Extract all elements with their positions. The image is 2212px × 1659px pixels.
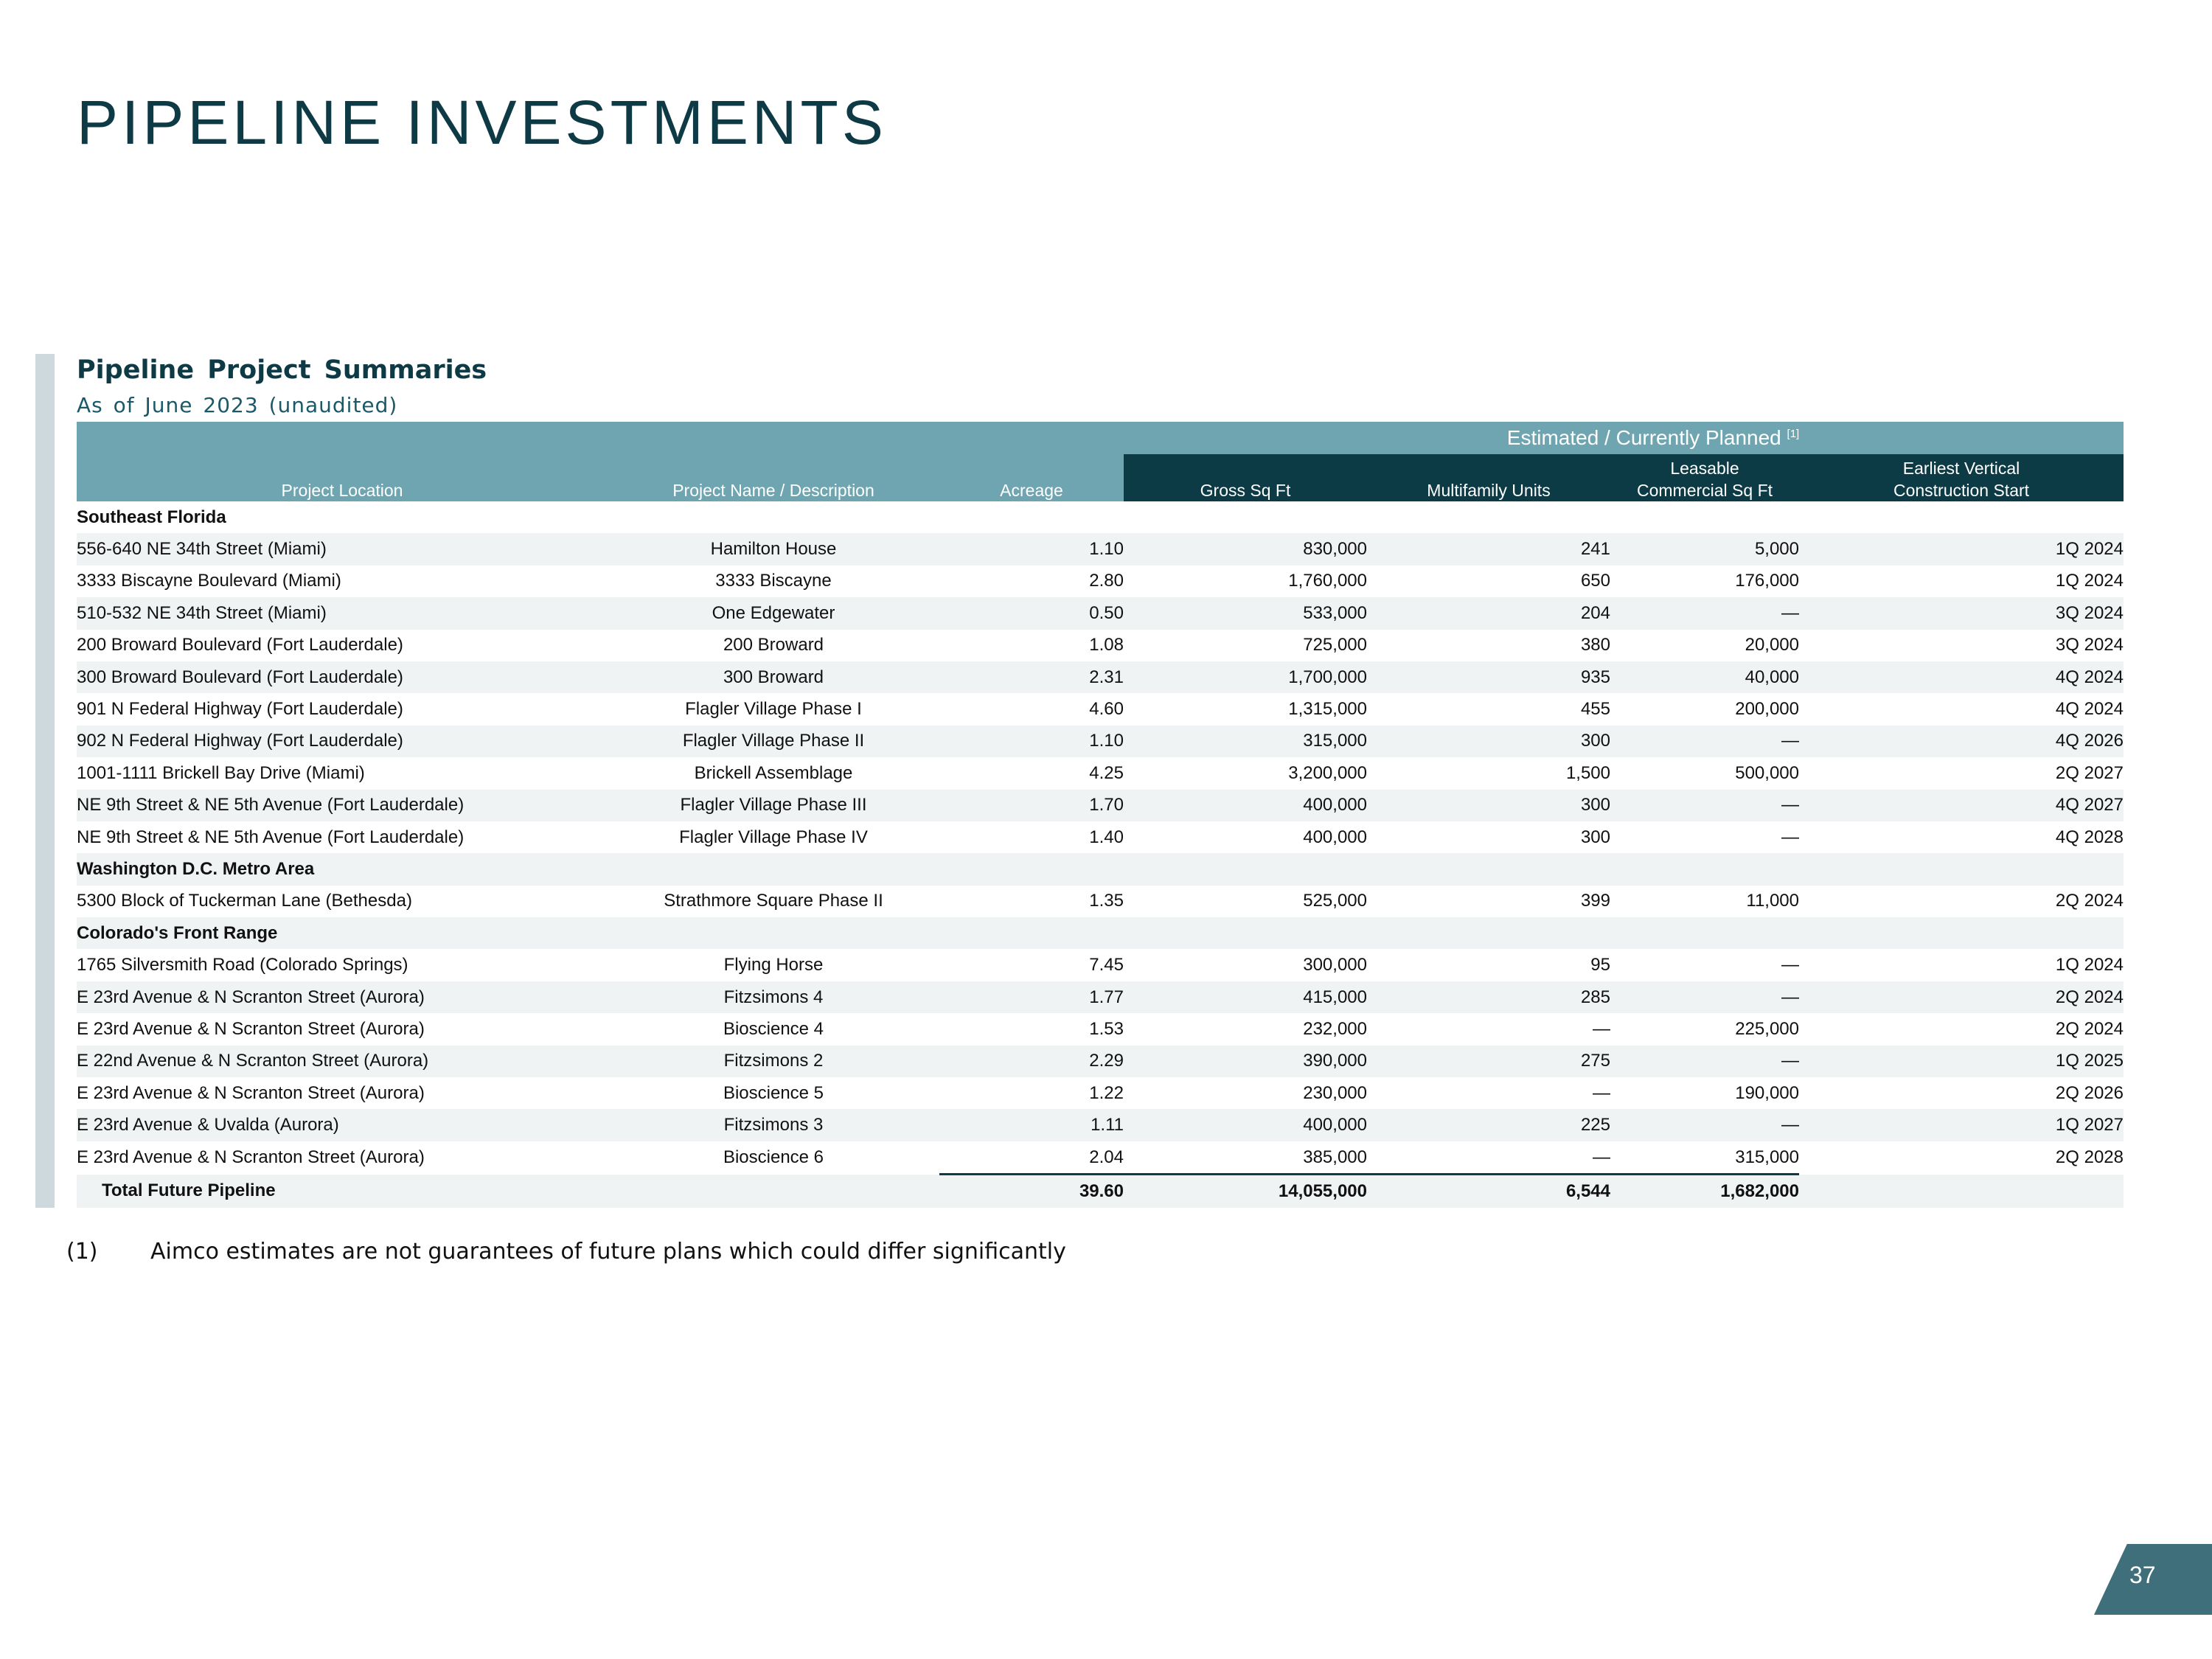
cell-units: —	[1593, 1147, 1610, 1167]
cell-name: Bioscience 5	[723, 1082, 824, 1103]
cell-acreage: 7.45	[1089, 955, 1124, 975]
estimated-header-label: Estimated / Currently Planned	[1506, 426, 1781, 449]
table-row	[77, 1109, 2124, 1141]
cell-acreage: 4.60	[1089, 699, 1124, 720]
cell-units: 650	[1580, 571, 1610, 591]
cell-gross-sq-ft: 525,000	[1303, 891, 1367, 911]
cell-commercial: 5,000	[1610, 533, 1799, 565]
table-row	[77, 693, 2124, 725]
cell-location: 300 Broward Boulevard (Fort Lauderdale)	[77, 661, 608, 693]
cell-units: 300	[1367, 790, 1610, 821]
cell-units: 225	[1367, 1109, 1610, 1141]
cell-start: 3Q 2024	[2055, 635, 2124, 655]
cell-units: 204	[1367, 597, 1610, 629]
cell-name: 300 Broward	[608, 661, 939, 693]
cell-name: Brickell Assemblage	[694, 762, 853, 783]
cell-acreage: 1.11	[939, 1109, 1124, 1141]
footnote-text: Aimco estimates are not guarantees of future plans which could differ significantly	[150, 1239, 1066, 1265]
cell-gross-sq-ft: 385,000	[1303, 1147, 1367, 1167]
cell-name: Fitzsimons 4	[608, 981, 939, 1013]
pipeline-table	[77, 422, 2124, 1208]
cell-name: Flying Horse	[723, 955, 824, 975]
table-row	[77, 790, 2124, 821]
page-number: 37	[2129, 1562, 2156, 1588]
cell-units: 1,500	[1565, 762, 1610, 783]
group-name: Southeast Florida	[77, 507, 226, 527]
cell-start: 4Q 2027	[1799, 790, 2124, 821]
cell-gross-sq-ft: 300,000	[1303, 955, 1367, 975]
table-row	[77, 981, 2124, 1013]
cell-start: 1Q 2025	[1799, 1046, 2124, 1077]
cell-location: E 23rd Avenue & N Scranton Street (Aurora)	[77, 1018, 425, 1039]
cell-acreage: 1.70	[939, 790, 1124, 821]
cell-commercial: 176,000	[1735, 571, 1799, 591]
cell-units: 285	[1367, 981, 1610, 1013]
col-header-gross-sq-ft: Gross Sq Ft	[1124, 454, 1367, 501]
table-row	[77, 757, 2124, 789]
cell-gross-sq-ft: 725,000	[1303, 635, 1367, 655]
cell-acreage: 4.25	[1089, 762, 1124, 783]
side-accent-bar	[35, 354, 55, 1208]
cell-acreage: 1.35	[1089, 891, 1124, 911]
estimated-header-note: [1]	[1787, 428, 1800, 440]
table-column-header-row	[77, 454, 2124, 501]
cell-location: E 22nd Avenue & N Scranton Street (Aurora)	[77, 1046, 608, 1077]
table-row	[77, 1077, 2124, 1109]
cell-name: Flagler Village Phase IV	[679, 827, 868, 847]
total-commercial: 1,682,000	[1610, 1175, 1799, 1208]
table-row	[77, 1046, 2124, 1077]
cell-commercial: 20,000	[1745, 635, 1799, 655]
cell-start: 1Q 2027	[1799, 1109, 2124, 1141]
cell-location: E 23rd Avenue & N Scranton Street (Aurora)	[77, 1147, 425, 1168]
cell-name: Hamilton House	[608, 533, 939, 565]
total-gross-sq-ft: 14,055,000	[1124, 1175, 1367, 1208]
cell-units: 455	[1580, 699, 1610, 720]
cell-name: Strathmore Square Phase II	[664, 891, 883, 911]
table-row	[77, 1141, 2124, 1175]
cell-location: E 23rd Avenue & N Scranton Street (Aurora)	[77, 1082, 425, 1103]
table-group-row	[77, 917, 2124, 949]
cell-commercial: —	[1610, 597, 1799, 629]
table-total-row	[77, 1175, 2124, 1208]
cell-gross-sq-ft: 533,000	[1124, 597, 1367, 629]
cell-location: E 23rd Avenue & N Scranton Street (Aurora)	[77, 981, 608, 1013]
cell-gross-sq-ft: 3,200,000	[1288, 762, 1367, 783]
col-header-name: Project Name / Description	[608, 454, 939, 501]
cell-location: E 23rd Avenue & Uvalda (Aurora)	[77, 1109, 608, 1141]
cell-start: 3Q 2024	[1799, 597, 2124, 629]
cell-start: 1Q 2024	[1799, 533, 2124, 565]
section-subtitle: As of June 2023 (unaudited)	[77, 393, 398, 417]
cell-start: 4Q 2028	[2055, 827, 2124, 847]
cell-location: 1765 Silversmith Road (Colorado Springs)	[77, 955, 408, 975]
cell-gross-sq-ft: 1,760,000	[1288, 571, 1367, 591]
table-row	[77, 726, 2124, 757]
cell-commercial: —	[1781, 955, 1799, 975]
cell-start: 2Q 2026	[2055, 1082, 2124, 1103]
cell-location: 510-532 NE 34th Street (Miami)	[77, 597, 608, 629]
table-group-row	[77, 853, 2124, 885]
cell-gross-sq-ft: 400,000	[1303, 827, 1367, 847]
table-row	[77, 886, 2124, 917]
col-header-start	[1799, 454, 2124, 501]
total-acreage: 39.60	[939, 1175, 1124, 1208]
cell-name: Bioscience 6	[723, 1147, 824, 1168]
cell-units: 380	[1580, 635, 1610, 655]
cell-start: 2Q 2027	[2055, 762, 2124, 783]
cell-commercial: 225,000	[1735, 1018, 1799, 1039]
cell-commercial: —	[1610, 1109, 1799, 1141]
cell-acreage: 2.31	[939, 661, 1124, 693]
cell-name: Flagler Village Phase II	[608, 726, 939, 757]
cell-start: 2Q 2028	[2055, 1147, 2124, 1168]
cell-gross-sq-ft: 415,000	[1124, 981, 1367, 1013]
cell-acreage: 0.50	[939, 597, 1124, 629]
cell-gross-sq-ft: 1,315,000	[1288, 699, 1367, 720]
section-title: Pipeline Project Summaries	[77, 355, 487, 385]
cell-location: NE 9th Street & NE 5th Avenue (Fort Lauderdale)	[77, 827, 465, 847]
cell-start: 1Q 2024	[2055, 955, 2124, 975]
cell-acreage: 2.80	[1089, 571, 1124, 591]
cell-location: 200 Broward Boulevard (Fort Lauderdale)	[77, 635, 403, 655]
cell-gross-sq-ft: 390,000	[1124, 1046, 1367, 1077]
total-units: 6,544	[1367, 1175, 1610, 1208]
cell-acreage: 2.29	[939, 1046, 1124, 1077]
cell-name: Bioscience 4	[723, 1018, 824, 1039]
cell-units: 241	[1367, 533, 1610, 565]
estimated-header	[1124, 422, 2124, 454]
cell-gross-sq-ft: 232,000	[1303, 1018, 1367, 1039]
cell-name: Flagler Village Phase III	[608, 790, 939, 821]
cell-commercial: 190,000	[1735, 1082, 1799, 1103]
cell-acreage: 1.10	[939, 726, 1124, 757]
table-row	[77, 949, 2124, 981]
cell-commercial: 315,000	[1735, 1147, 1799, 1167]
cell-commercial: —	[1610, 981, 1799, 1013]
cell-units: —	[1593, 1018, 1610, 1039]
cell-units: 399	[1580, 891, 1610, 911]
group-name: Colorado's Front Range	[77, 917, 2124, 949]
cell-location: 1001-1111 Brickell Bay Drive (Miami)	[77, 762, 365, 783]
cell-acreage: 1.22	[1089, 1082, 1124, 1103]
cell-start: 2Q 2024	[1799, 981, 2124, 1013]
cell-units: 935	[1367, 661, 1610, 693]
cell-name: Flagler Village Phase I	[685, 699, 862, 720]
cell-commercial: 40,000	[1610, 661, 1799, 693]
cell-acreage: 1.53	[1089, 1018, 1124, 1039]
table-row	[77, 661, 2124, 693]
cell-gross-sq-ft: 1,700,000	[1124, 661, 1367, 693]
cell-location: 3333 Biscayne Boulevard (Miami)	[77, 571, 341, 591]
table-row	[77, 821, 2124, 853]
table-row	[77, 566, 2124, 597]
cell-location: 5300 Block of Tuckerman Lane (Bethesda)	[77, 891, 412, 911]
cell-gross-sq-ft: 315,000	[1124, 726, 1367, 757]
cell-commercial: 11,000	[1746, 891, 1799, 911]
table-row	[77, 1013, 2124, 1045]
col-header-start-line2: Construction Start	[1893, 481, 2030, 500]
cell-start: 4Q 2024	[1799, 661, 2124, 693]
cell-commercial: 500,000	[1735, 762, 1799, 783]
cell-start: 2Q 2024	[2055, 891, 2124, 911]
table-group-row	[77, 501, 2124, 533]
cell-name: One Edgewater	[608, 597, 939, 629]
cell-acreage: 2.04	[1089, 1147, 1124, 1167]
col-header-commercial-line1: Leasable	[1670, 459, 1739, 478]
cell-gross-sq-ft: 400,000	[1124, 790, 1367, 821]
cell-commercial: —	[1781, 827, 1799, 847]
cell-units: 300	[1367, 726, 1610, 757]
table-group-header-row	[77, 422, 2124, 454]
cell-name: 3333 Biscayne	[715, 571, 832, 591]
table-row	[77, 533, 2124, 565]
cell-units: 95	[1590, 955, 1610, 975]
cell-name: 200 Broward	[723, 635, 824, 655]
col-header-commercial-line2: Commercial Sq Ft	[1636, 481, 1773, 500]
cell-commercial: 200,000	[1735, 699, 1799, 720]
cell-location: 902 N Federal Highway (Fort Lauderdale)	[77, 726, 608, 757]
total-start-empty	[1799, 1175, 2124, 1208]
cell-location: 901 N Federal Highway (Fort Lauderdale)	[77, 699, 403, 720]
cell-acreage: 1.08	[1089, 635, 1124, 655]
cell-name: Fitzsimons 3	[608, 1109, 939, 1141]
cell-units: 300	[1580, 827, 1610, 847]
total-name-empty	[608, 1175, 939, 1208]
col-header-location: Project Location	[77, 454, 608, 501]
col-header-units: Multifamily Units	[1367, 454, 1610, 501]
footnote-number: (1)	[66, 1239, 98, 1265]
cell-units: 275	[1367, 1046, 1610, 1077]
page-title: PIPELINE INVESTMENTS	[77, 88, 887, 157]
cell-start: 2Q 2024	[2055, 1018, 2124, 1039]
cell-acreage: 1.10	[939, 533, 1124, 565]
cell-units: —	[1593, 1082, 1610, 1103]
cell-commercial: —	[1610, 726, 1799, 757]
cell-acreage: 1.77	[939, 981, 1124, 1013]
cell-name: Fitzsimons 2	[608, 1046, 939, 1077]
cell-commercial: —	[1610, 790, 1799, 821]
group-name: Washington D.C. Metro Area	[77, 853, 2124, 885]
cell-start: 4Q 2024	[2055, 699, 2124, 720]
cell-start: 4Q 2026	[1799, 726, 2124, 757]
cell-acreage: 1.40	[1089, 827, 1124, 847]
cell-start: 1Q 2024	[2055, 571, 2124, 591]
col-header-commercial	[1610, 454, 1799, 501]
cell-gross-sq-ft: 400,000	[1124, 1109, 1367, 1141]
col-header-acreage: Acreage	[939, 454, 1124, 501]
col-header-start-line1: Earliest Vertical	[1902, 459, 2020, 478]
cell-commercial: —	[1610, 1046, 1799, 1077]
total-label: Total Future Pipeline	[77, 1175, 608, 1208]
table-row	[77, 597, 2124, 629]
cell-location: NE 9th Street & NE 5th Avenue (Fort Lauderdale)	[77, 790, 608, 821]
cell-location: 556-640 NE 34th Street (Miami)	[77, 533, 608, 565]
cell-gross-sq-ft: 830,000	[1124, 533, 1367, 565]
cell-gross-sq-ft: 230,000	[1303, 1082, 1367, 1103]
table-row	[77, 630, 2124, 661]
